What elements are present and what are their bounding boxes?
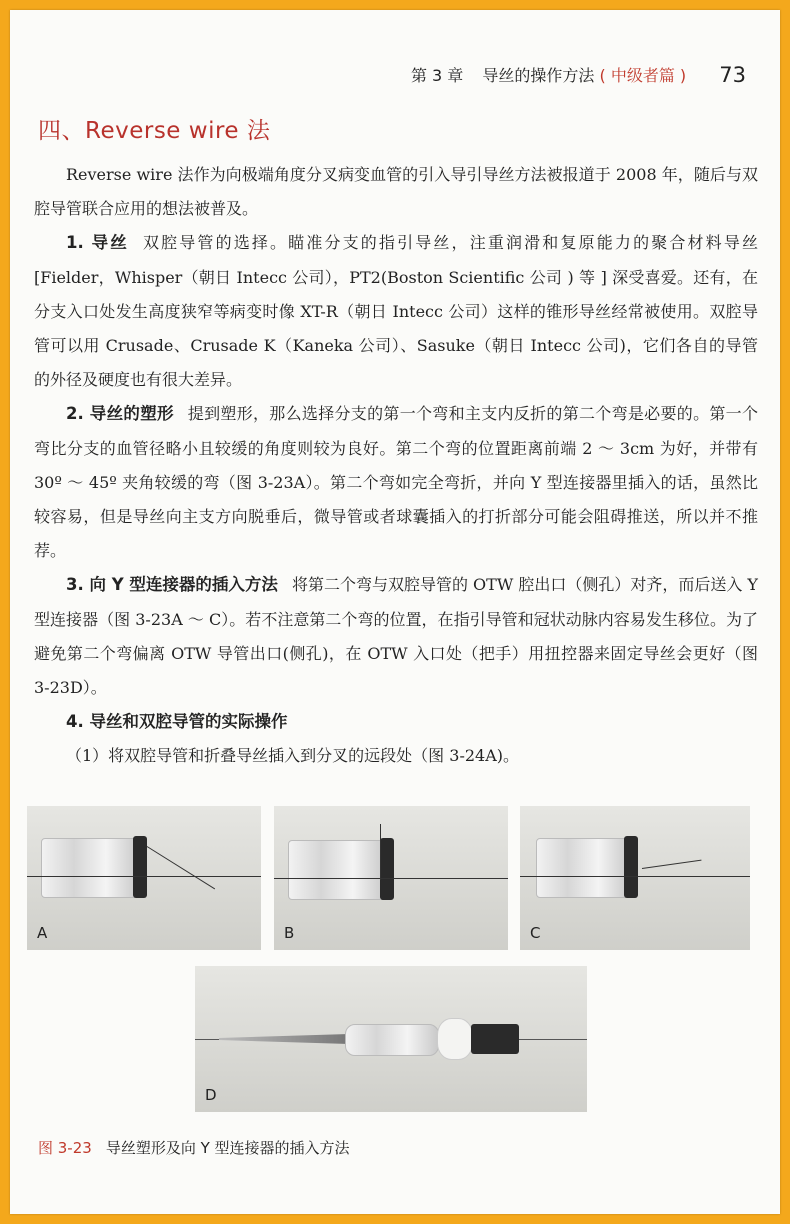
chapter-number: 第 3 章 xyxy=(410,66,464,85)
chapter-level: ( 中级者篇 ) xyxy=(599,66,687,85)
figure-photo-d xyxy=(195,966,587,1112)
paragraph-1 xyxy=(34,226,758,397)
paragraph-1-lead: 1. 导丝 xyxy=(66,233,129,253)
figure-photo-c xyxy=(520,806,750,950)
paragraph-3 xyxy=(34,568,758,705)
section-title: 四、Reverse wire 法 xyxy=(38,118,271,144)
paragraph-2-lead: 2. 导丝的塑形 xyxy=(66,404,174,424)
figure-photo-b xyxy=(274,806,508,950)
paragraph-intro: Reverse wire 法作为向极端角度分叉病变血管的引入导引导丝方法被报道于 2008 年，随后与双腔导管联合应用的想法被普及。 xyxy=(34,165,758,219)
figure-caption xyxy=(38,1137,350,1158)
paragraph-2-text: 提到塑形，那么选择分支的第一个弯和主支内反折的第二个弯是必要的。第一个弯比分支的血管径略小且较缓的角度则较为良好。第二个弯的位置距离前端 2 ～ 3cm 为好，并带有 30º ～ 45º 夹角较缓的弯（图 3-23A）。第二个弯如完全弯折，并向 Y 型连接器里插入的话，虽然比较容易，但是导丝向主支方向脱垂后，微导管或者球囊插入的打折部分可能会阻碍推送，所以并不推荐。 xyxy=(34,404,758,561)
paragraph-1-text: 双腔导管的选择。瞄准分支的指引导丝，注重润滑和复原能力的聚合材料导丝 [Fielder，Whisper（朝日 Intecc 公司），PT2(Boston Scientific 公司 ) 等 ] 深受喜爱。还有，在分支入口处发生高度狭窄等病变时像 XT-R（朝日 Intecc 公司）这样的锥形导丝经常被使用。双腔导管可以用 Crusade、Crusade K（Kaneka 公司）、Sasuke（朝日 Intecc 公司)，它们各自的导管的外径及硬度也有很大差异。 xyxy=(34,233,758,390)
chapter-title: 导丝的操作方法 xyxy=(482,66,595,85)
running-header xyxy=(10,62,746,86)
paragraph-4 xyxy=(34,705,758,739)
panel-label-d: D xyxy=(205,1086,217,1104)
figure-caption-text: 导丝塑形及向 Y 型连接器的插入方法 xyxy=(105,1139,350,1157)
paragraph-3-lead: 3. 向 Y 型连接器的插入方法 xyxy=(66,575,278,595)
paragraph-4-lead: 4. 导丝和双腔导管的实际操作 xyxy=(66,712,288,732)
paragraph-4-step-1: （1）将双腔导管和折叠导丝插入到分叉的远段处（图 3-24A)。 xyxy=(66,746,520,766)
figure-number: 图 3-23 xyxy=(38,1139,92,1157)
paragraph-2 xyxy=(34,397,758,568)
paragraph-3-text: 将第二个弯与双腔导管的 OTW 腔出口（侧孔）对齐，而后送入 Y 型连接器（图 3-23A ～ C）。若不注意第二个弯的位置，在指引导管和冠状动脉内容易发生移位。为了避免第二个弯偏离 OTW 导管出口(侧孔)，在 OTW 入口处（把手）用扭控器来固定导丝会更好（图 3-23D）。 xyxy=(34,575,758,698)
figure-photo-a xyxy=(27,806,261,950)
panel-label-c: C xyxy=(530,924,541,942)
page-number: 73 xyxy=(719,63,746,87)
panel-label-a: A xyxy=(37,924,48,942)
body-text xyxy=(34,158,758,774)
panel-label-b: B xyxy=(284,924,295,942)
book-page xyxy=(10,10,780,1214)
